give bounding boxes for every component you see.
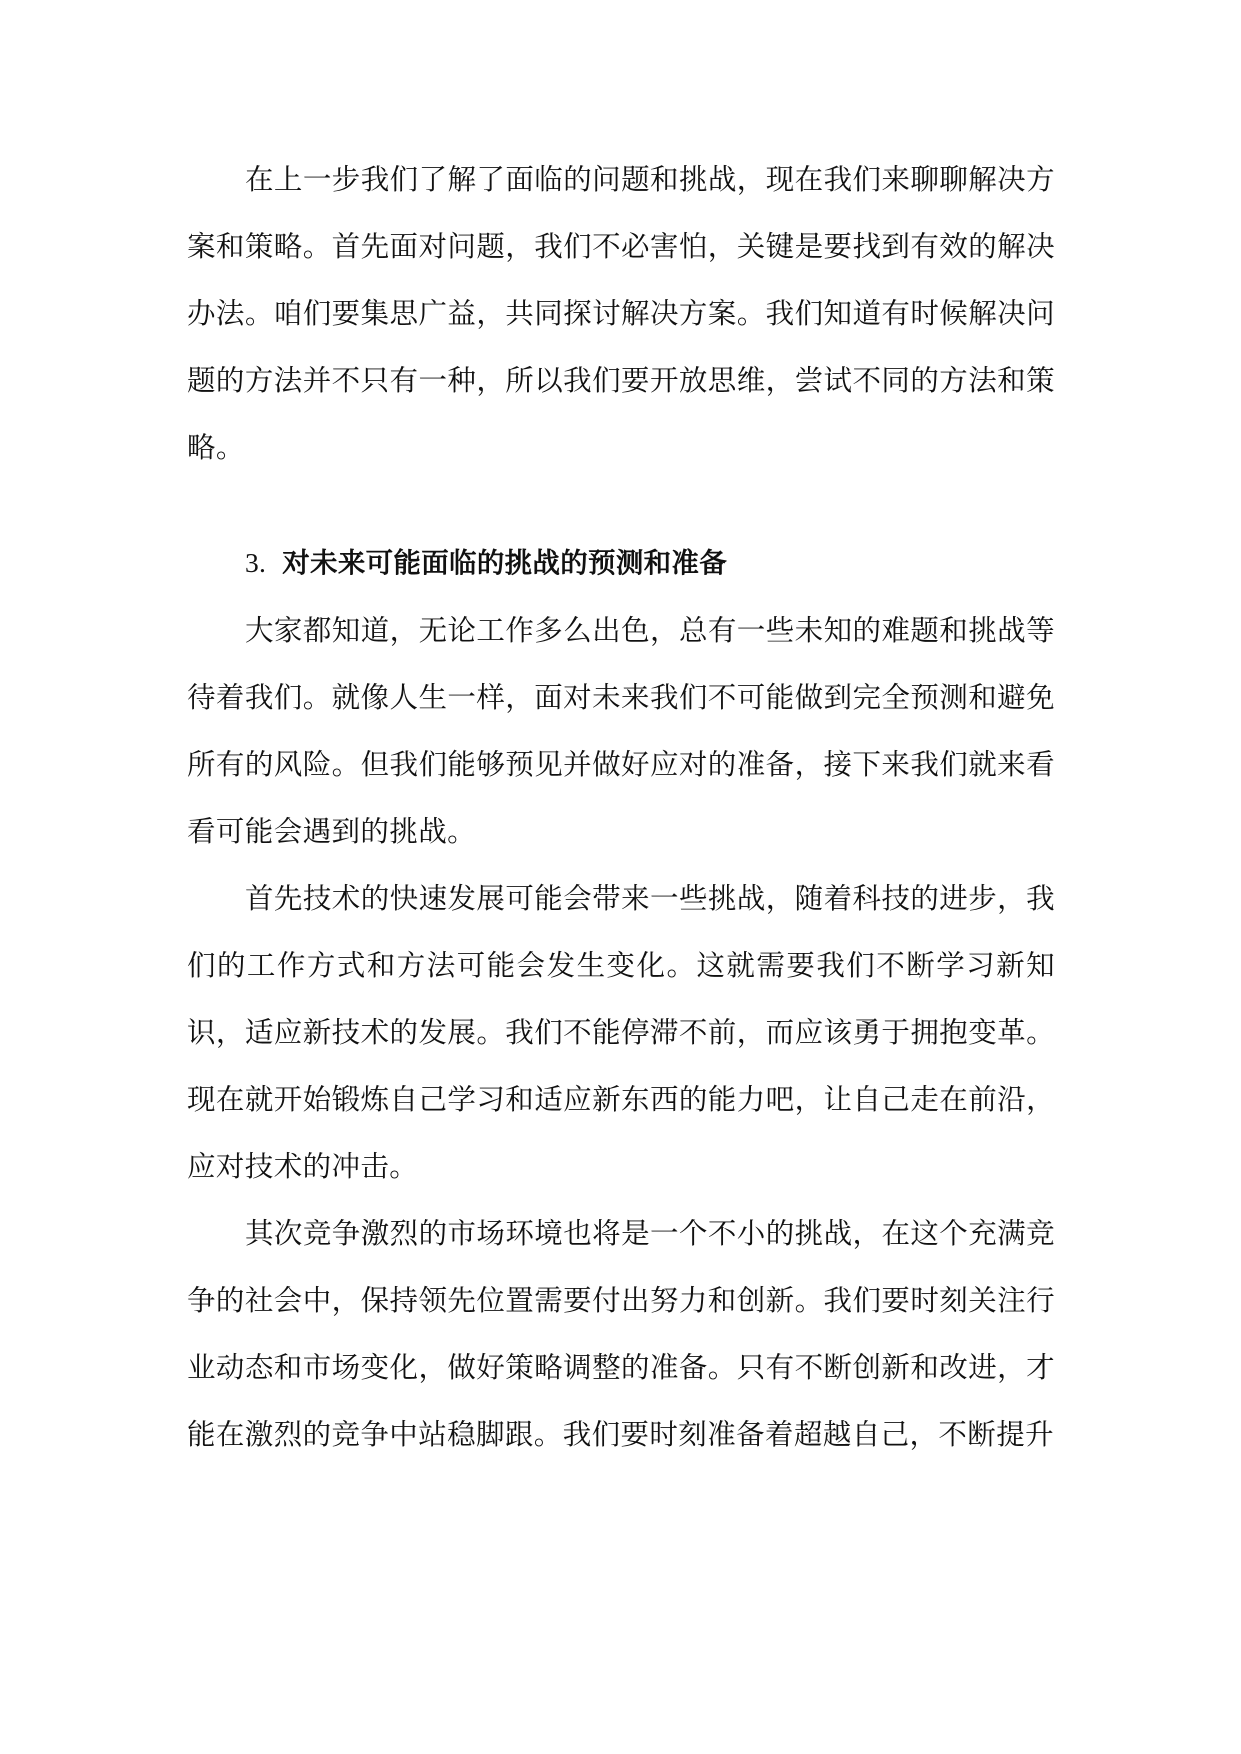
section-number: 3.	[245, 547, 267, 578]
paragraph-unknown-challenges: 大家都知道，无论工作多么出色，总有一些未知的难题和挑战等待着我们。就像人生一样，面对未来我们不可能做到完全预测和避免所有的风险。但我们能够预见并做好应对的准备，接下来我们就来看看可能会遇到的挑战。	[187, 614, 1055, 848]
paragraph-solutions: 在上一步我们了解了面临的问题和挑战，现在我们来聊聊解决方案和策略。首先面对问题，我们不必害怕，关键是要找到有效的解决办法。咱们要集思广益，共同探讨解决方案。我们知道有时候解决问题的方法并不只有一种，所以我们要开放思维，尝试不同的方法和策略。	[187, 163, 1055, 464]
section-title: 对未来可能面临的挑战的预测和准备	[282, 547, 728, 579]
section-heading	[187, 529, 1055, 597]
document-body	[187, 146, 1055, 1468]
paragraph-market-competition: 其次竞争激烈的市场环境也将是一个不小的挑战，在这个充满竞争的社会中，保持领先位置需要付出努力和创新。我们要时刻关注行业动态和市场变化，做好策略调整的准备。只有不断创新和改进，才能在激烈的竞争中站稳脚跟。我们要时刻准备着超越自己，不断提升	[187, 1217, 1055, 1451]
paragraph-technology-challenge: 首先技术的快速发展可能会带来一些挑战，随着科技的进步，我们的工作方式和方法可能会发生变化。这就需要我们不断学习新知识，适应新技术的发展。我们不能停滞不前，而应该勇于拥抱变革。现在就开始锻炼自己学习和适应新东西的能力吧，让自己走在前沿，应对技术的冲击。	[187, 882, 1055, 1183]
